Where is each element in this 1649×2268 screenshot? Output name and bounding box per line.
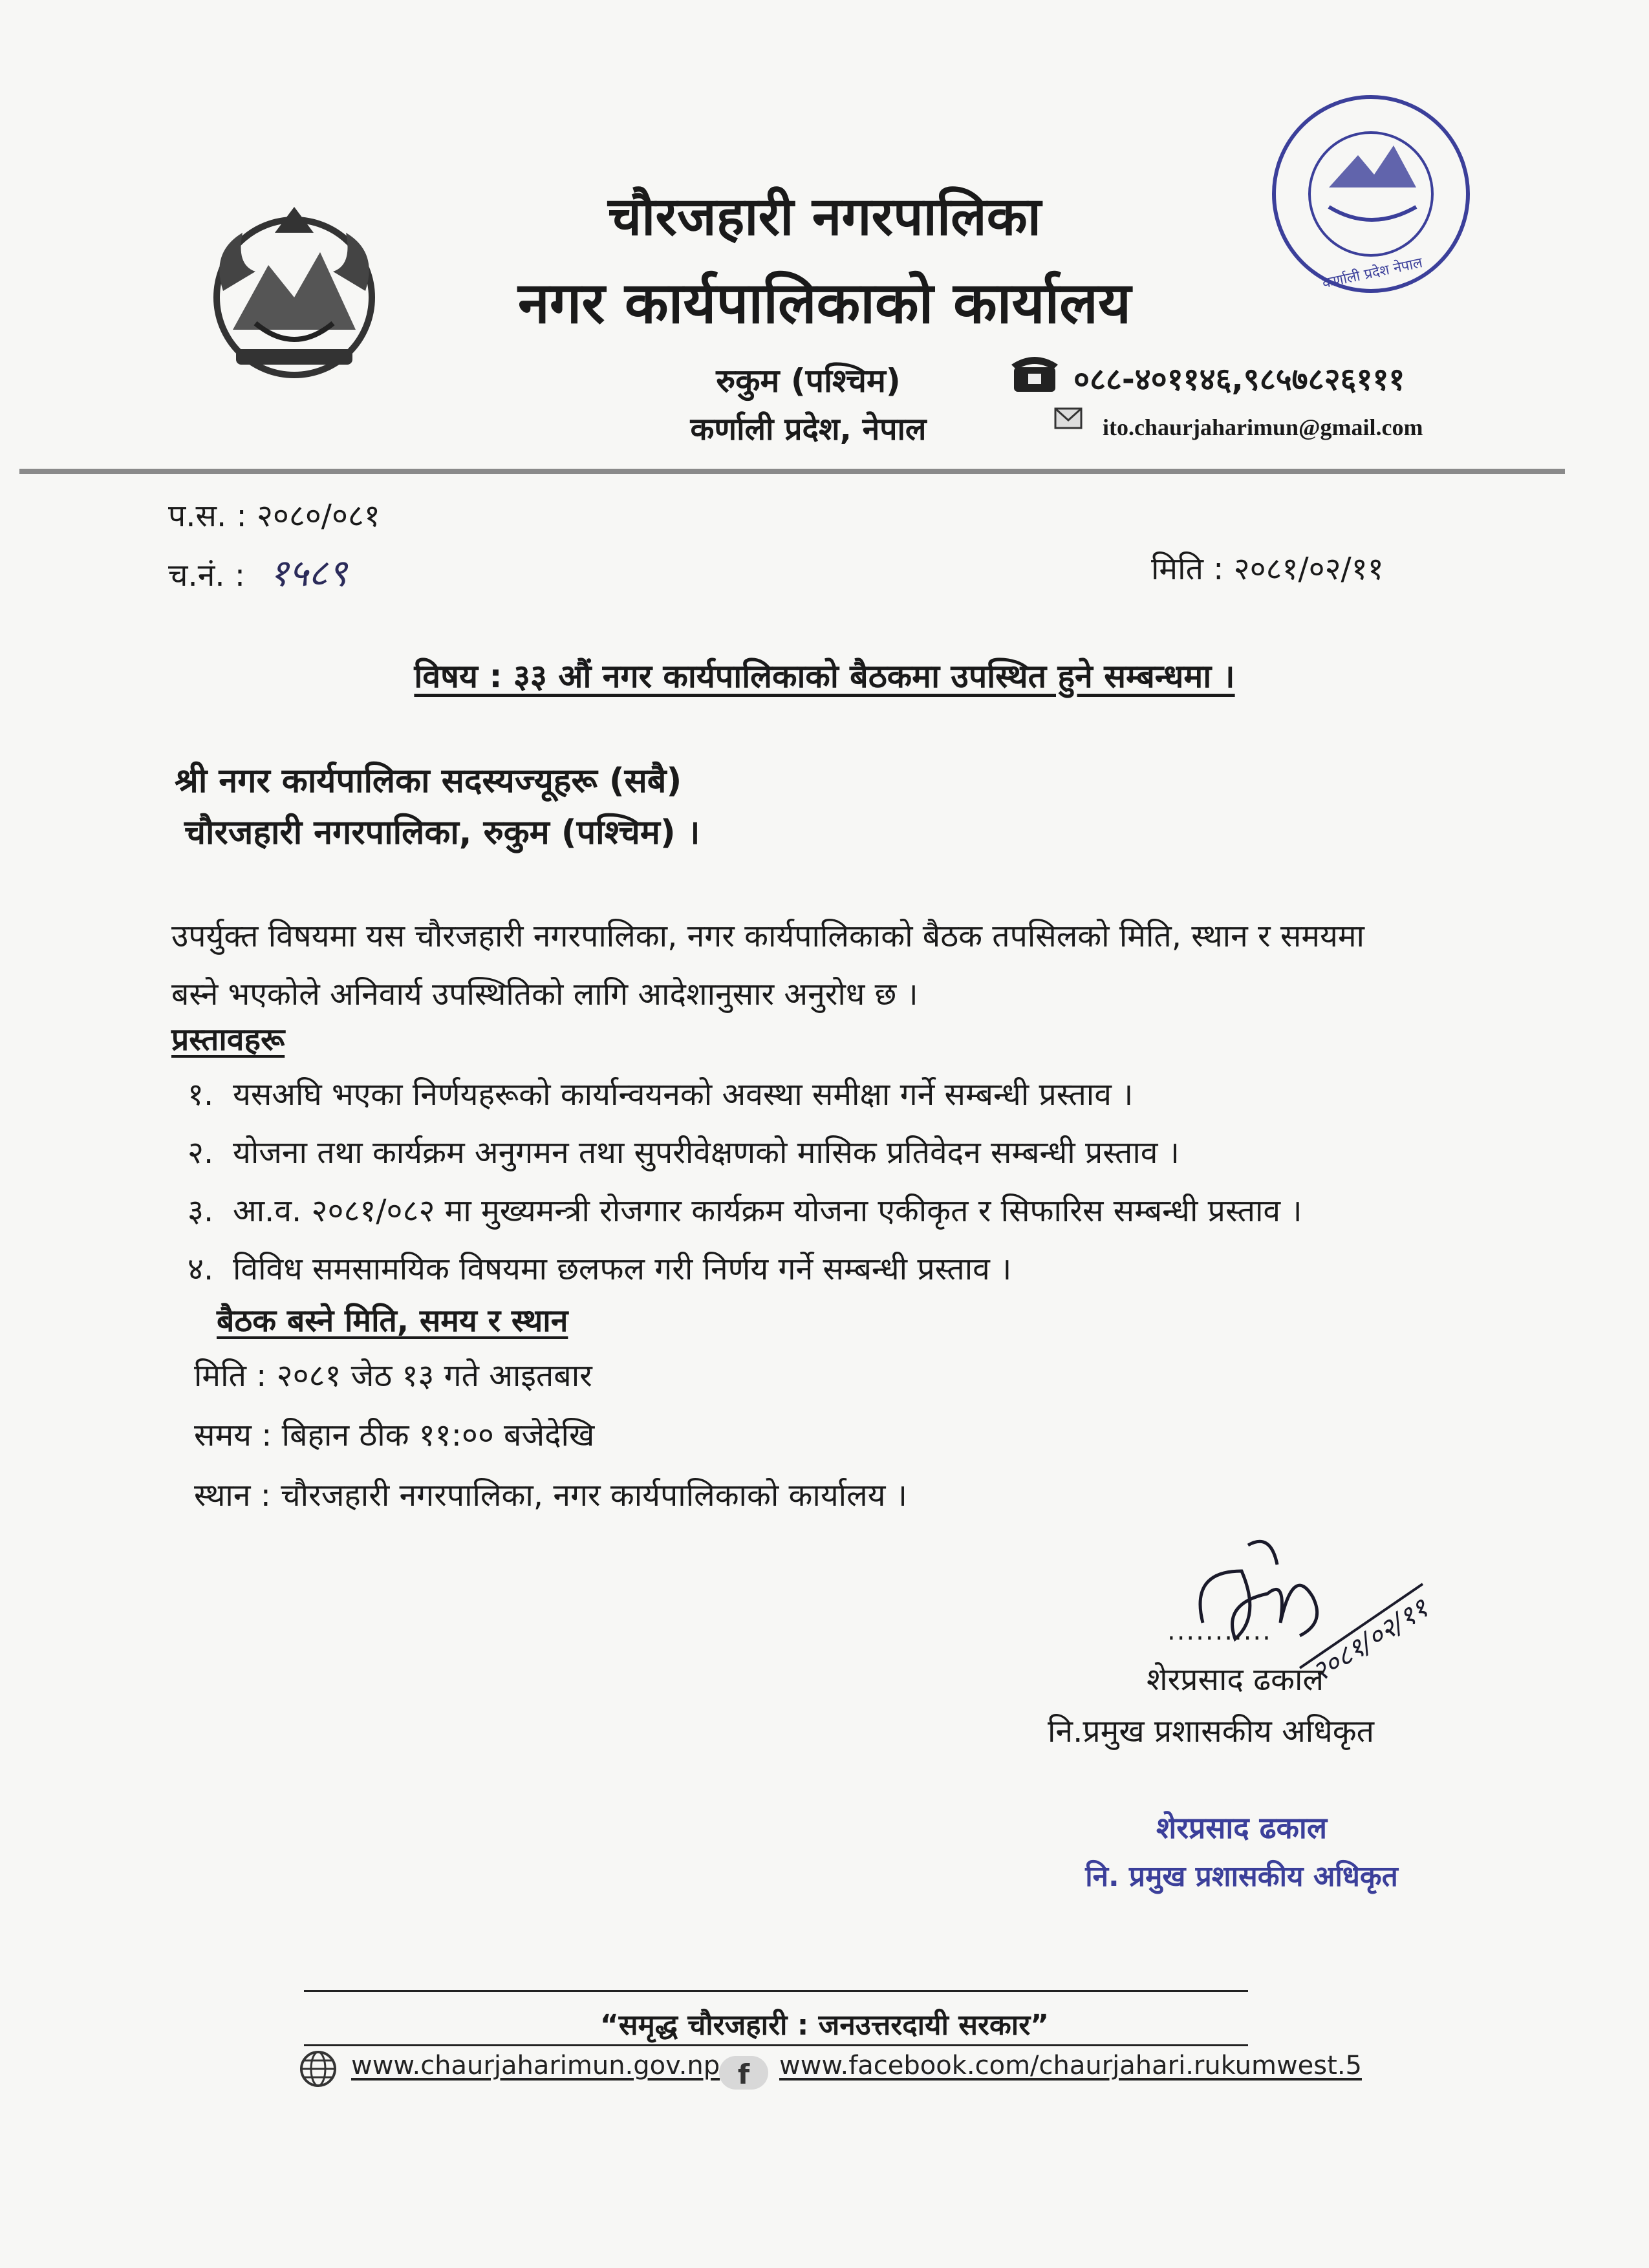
header-separator xyxy=(19,469,1565,474)
telephone-icon xyxy=(1009,349,1061,394)
meeting-place: स्थान : चौरजहारी नगरपालिका, नगर कार्यपालिकाको कार्यालय । xyxy=(194,1477,907,1514)
envelope-icon xyxy=(1054,407,1083,429)
stamped-name: शेरप्रसाद ढकाल xyxy=(1156,1810,1328,1845)
stamped-title: नि. प्रमुख प्रशासकीय अधिकृत xyxy=(1085,1860,1398,1893)
svg-text:कर्णाली प्रदेश नेपाल: कर्णाली प्रदेश नेपाल xyxy=(1320,255,1425,292)
footer-divider-top xyxy=(304,1990,1248,1992)
svg-text:f: f xyxy=(737,2059,750,2090)
subject-text: विषय : ३३ औं नगर कार्यपालिकाको बैठकमा उपस्थित हुने सम्बन्धमा । xyxy=(414,658,1235,695)
recipient-line-1: श्री नगर कार्यपालिका सदस्यज्यूहरू (सबै) xyxy=(175,762,682,800)
date-label: मिति : xyxy=(1151,551,1224,587)
globe-icon xyxy=(299,2049,338,2088)
ps-label: प.स. : xyxy=(168,498,247,534)
proposal-text: आ.व. २०८१/०८२ मा मुख्यमन्त्री रोजगार कार्यक्रम योजना एकीकृत र सिफारिस सम्बन्धी प्रस्ताव । xyxy=(233,1193,1302,1229)
facebook-link[interactable]: www.facebook.com/chaurjahari.rukumwest.5 xyxy=(779,2051,1362,2081)
municipality-name: चौरजहारी नगरपालिका xyxy=(608,186,1041,248)
date-value: २०८१/०२/११ xyxy=(1233,551,1384,587)
footer-divider-bottom xyxy=(304,2044,1248,2046)
proposal-item xyxy=(188,1135,1180,1172)
proposal-number: ३. xyxy=(188,1193,214,1229)
proposal-item xyxy=(188,1251,1011,1289)
proposal-text: योजना तथा कार्यक्रम अनुगमन तथा सुपरीवेक्षणको मासिक प्रतिवेदन सम्बन्धी प्रस्ताव । xyxy=(233,1135,1180,1171)
chalani-number xyxy=(168,551,347,596)
proposal-item xyxy=(188,1076,1133,1114)
proposal-text: विविध समसामयिक विषयमा छलफल गरी निर्णय गर्ने सम्बन्धी प्रस्ताव । xyxy=(233,1251,1012,1287)
proposal-number: २. xyxy=(188,1135,214,1171)
district-name: रुकुम (पश्चिम) xyxy=(716,362,901,400)
signature-dots: ........... xyxy=(1167,1616,1272,1646)
email-address: ito.chaurjaharimun@gmail.com xyxy=(1103,414,1423,440)
body-line-1: उपर्युक्त विषयमा यस चौरजहारी नगरपालिका, नगर कार्यपालिकाको बैठक तपसिलको मिति, स्थान र समयमा xyxy=(171,918,1364,954)
ps-value: २०८०/०८१ xyxy=(256,498,380,534)
facebook-icon xyxy=(718,2055,770,2091)
cn-value: १५८९ xyxy=(269,551,347,595)
signatory-name: शेरप्रसाद ढकाल xyxy=(1146,1662,1324,1698)
meeting-date: मिति : २०८१ जेठ १३ गते आइतबार xyxy=(194,1358,592,1394)
signatory-title: नि.प्रमुख प्रशासकीय अधिकृत xyxy=(1048,1713,1374,1749)
subject-line xyxy=(0,653,1649,697)
cn-label: च.नं. : xyxy=(168,557,246,594)
patra-sankhya xyxy=(168,498,380,535)
footer-slogan: “समृद्ध चौरजहारी : जनउत्तरदायी सरकार” xyxy=(599,2009,1050,2042)
phone-numbers: ०८८-४०११४६,९८५७८२६१११ xyxy=(1073,361,1405,398)
province-name: कर्णाली प्रदेश, नेपाल xyxy=(690,411,927,447)
signature-date: २०८१/०२/११ xyxy=(1305,1592,1434,1689)
letter-date xyxy=(1151,551,1384,588)
recipient-line-2: चौरजहारी नगरपालिका, रुकुम (पश्चिम) । xyxy=(184,813,700,852)
meeting-heading: बैठक बस्ने मिति, समय र स्थान xyxy=(217,1303,568,1339)
website-link[interactable]: www.chaurjaharimun.gov.np xyxy=(351,2051,720,2081)
proposals-heading: प्रस्तावहरू xyxy=(171,1022,285,1058)
body-line-2: बस्ने भएकोले अनिवार्य उपस्थितिको लागि आदेशानुसार अनुरोध छ । xyxy=(171,976,918,1012)
office-name: नगर कार्यपालिकाको कार्यालय xyxy=(518,270,1131,336)
meeting-time: समय : बिहान ठीक ११:०० बजेदेखि xyxy=(194,1417,595,1453)
proposal-number: १. xyxy=(188,1076,214,1113)
proposal-number: ४. xyxy=(188,1251,214,1287)
proposal-text: यसअघि भएका निर्णयहरूको कार्यान्वयनको अवस्था समीक्षा गर्ने सम्बन्धी प्रस्ताव । xyxy=(233,1076,1134,1113)
proposal-item xyxy=(188,1193,1302,1230)
